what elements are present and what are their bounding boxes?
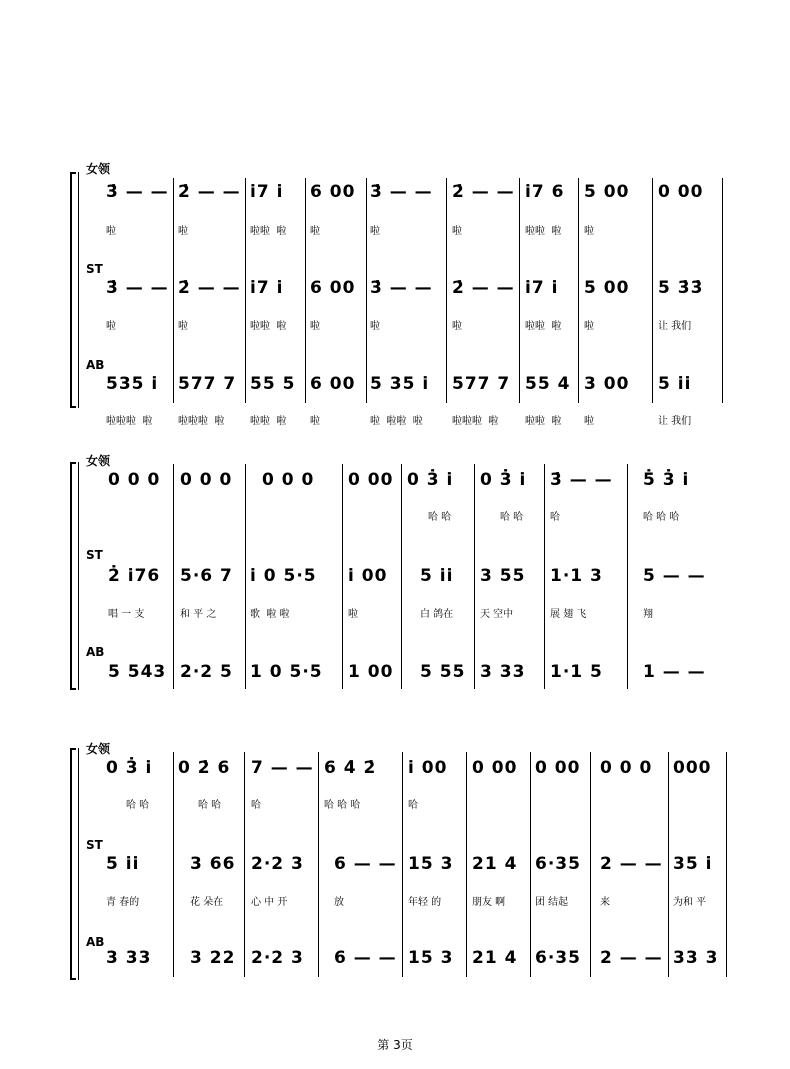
measure-lyrics: 哈 哈 哈 — [324, 800, 361, 811]
measure-lyrics: 啦 — [584, 321, 594, 332]
measure-notes: 5 i̇i̇ — [658, 374, 692, 394]
measure-lyrics: 哈 哈 — [126, 800, 150, 811]
measure-notes: 0 0 0 — [180, 470, 233, 490]
measure-lyrics: 心 中 开 — [251, 897, 288, 908]
barline — [402, 752, 403, 977]
measure-lyrics: 啦 — [584, 226, 594, 237]
measure-lyrics: 啦 — [370, 321, 380, 332]
measure-lyrics: 团 结起 — [535, 897, 569, 908]
part-label-ab: AB — [86, 645, 105, 659]
part-label-ab: AB — [86, 358, 105, 372]
measure-notes: 55 4 — [525, 374, 571, 394]
barline — [578, 178, 579, 403]
measure-notes: 15 3 — [408, 854, 454, 874]
measure-lyrics: 放 — [334, 897, 344, 908]
measure-lyrics: 啦啦啦 啦 — [452, 416, 499, 427]
measure-notes: 5 i̇i̇ — [106, 854, 140, 874]
barline — [722, 178, 723, 403]
measure-lyrics: 为和 平 — [673, 897, 707, 908]
system-line — [78, 748, 79, 980]
barline — [305, 178, 306, 403]
measure-lyrics: 花 朵在 — [190, 897, 224, 908]
measure-notes: 55 5 — [250, 374, 296, 394]
barline — [446, 178, 447, 403]
measure-notes: 5 i̇i̇ — [420, 566, 454, 586]
measure-lyrics: 哈 哈 — [198, 800, 222, 811]
measure-lyrics: 哈 — [408, 800, 418, 811]
barline — [726, 752, 727, 977]
measure-lyrics: 啦啦 啦 — [525, 416, 562, 427]
measure-lyrics: 啦啦 啦 — [250, 416, 287, 427]
barline — [590, 752, 591, 977]
measure-notes: 6 — — — [334, 948, 397, 968]
measure-lyrics: 歌 啦 啦 — [250, 609, 290, 620]
measure-lyrics: 啦 — [370, 226, 380, 237]
barline — [173, 752, 174, 977]
measure-notes: 0 00 — [658, 182, 704, 202]
measure-notes: 5 — — — [643, 566, 706, 586]
measure-lyrics: 啦啦 啦 — [525, 226, 562, 237]
measure-notes: 0 0 0 — [600, 758, 653, 778]
measure-notes: 2̇ — — — [452, 278, 515, 298]
measure-notes: 0 00 — [348, 470, 394, 490]
barline — [544, 464, 545, 689]
measure-lyrics: 翔 — [643, 609, 653, 620]
measure-notes: 5 55 — [420, 662, 466, 682]
measure-notes: 1·1 3 — [550, 566, 603, 586]
measure-lyrics: 青 春的 — [106, 897, 140, 908]
measure-notes: 3̇ — — — [106, 182, 169, 202]
measure-notes: 0 0 0 — [108, 470, 161, 490]
measure-notes: 5 543 — [108, 662, 167, 682]
measure-notes: 2·2 3 — [251, 854, 304, 874]
measure-lyrics: 哈 哈 — [428, 512, 452, 523]
measure-notes: 1 00 — [348, 662, 394, 682]
measure-lyrics: 啦 — [310, 226, 320, 237]
measure-notes: 0 3̇ i̇ — [106, 758, 153, 778]
barline — [342, 464, 343, 689]
measure-lyrics: 啦 — [452, 321, 462, 332]
measure-notes: 0 2̇ 6 — [178, 758, 231, 778]
measure-notes: i̇ 00 — [408, 758, 448, 778]
measure-notes: 6 — — — [334, 854, 397, 874]
part-label-lead: 女领 — [86, 742, 111, 756]
measure-notes: 5 35 i̇ — [370, 374, 430, 394]
measure-notes: 5·6 7 — [180, 566, 233, 586]
measure-lyrics: 啦 — [310, 321, 320, 332]
part-label-ab: AB — [86, 935, 105, 949]
measure-lyrics: 啦啦 啦 — [525, 321, 562, 332]
measure-lyrics: 来 — [600, 897, 610, 908]
measure-lyrics: 啦啦啦 啦 — [178, 416, 225, 427]
measure-notes: i̇7 i̇ — [250, 182, 284, 202]
measure-notes: 3̇ — — — [370, 278, 433, 298]
barline — [668, 752, 669, 977]
system-line — [78, 462, 79, 690]
measure-notes: 0 3̇ i̇ — [407, 470, 454, 490]
measure-notes: 000 — [673, 758, 712, 778]
measure-notes: 577 7 — [178, 374, 237, 394]
measure-lyrics: 啦啦 啦 — [250, 321, 287, 332]
system-brace — [70, 462, 76, 690]
measure-lyrics: 啦 — [178, 226, 188, 237]
measure-lyrics: 啦 — [106, 226, 116, 237]
measure-lyrics: 唱 一 支 — [108, 609, 145, 620]
measure-lyrics: 啦 — [584, 416, 594, 427]
part-label-st: ST — [86, 548, 103, 562]
measure-lyrics: 啦啦 啦 — [250, 226, 287, 237]
measure-lyrics: 啦 啦啦 啦 — [370, 416, 423, 427]
barline — [244, 752, 245, 977]
measure-notes: 2·2 3 — [251, 948, 304, 968]
measure-lyrics: 啦 — [310, 416, 320, 427]
measure-lyrics: 天 空中 — [480, 609, 514, 620]
measure-notes: i̇7 6 — [525, 182, 565, 202]
system-brace — [70, 748, 76, 980]
measure-notes: 3 33 — [106, 948, 152, 968]
measure-lyrics: 年轻 的 — [408, 897, 442, 908]
measure-notes: 35 i̇ — [673, 854, 713, 874]
barline — [318, 752, 319, 977]
measure-notes: 2·2 5 — [180, 662, 233, 682]
measure-lyrics: 让 我们 — [658, 416, 692, 427]
measure-lyrics: 哈 — [251, 800, 261, 811]
part-label-lead: 女领 — [86, 454, 111, 468]
part-label-st: ST — [86, 838, 103, 852]
measure-notes: 6 00 — [310, 182, 356, 202]
measure-notes: 3 22 — [190, 948, 236, 968]
measure-notes: 0 00 — [472, 758, 518, 778]
measure-notes: 7 — — — [251, 758, 314, 778]
measure-notes: 2̇ — — — [178, 182, 241, 202]
measure-notes: 0 3̇ i̇ — [480, 470, 527, 490]
measure-lyrics: 啦 — [106, 321, 116, 332]
measure-notes: 6 00 — [310, 374, 356, 394]
measure-lyrics: 啦啦啦 啦 — [106, 416, 153, 427]
barline — [466, 752, 467, 977]
measure-notes: 3 33 — [480, 662, 526, 682]
measure-lyrics: 哈 哈 哈 — [643, 512, 680, 523]
measure-lyrics: 白 鸽在 — [420, 609, 454, 620]
measure-notes: i̇7 i̇ — [525, 278, 559, 298]
measure-notes: 21 4 — [472, 948, 518, 968]
measure-notes: 1 0 5·5 — [250, 662, 323, 682]
measure-lyrics: 展 翅 飞 — [550, 609, 587, 620]
measure-notes: 2̇ — — — [452, 182, 515, 202]
measure-lyrics: 啦 — [348, 609, 358, 620]
measure-notes: 15 3 — [408, 948, 454, 968]
barline — [474, 464, 475, 689]
page-number: 第 3页 — [377, 1038, 413, 1052]
measure-notes: 5 00 — [584, 278, 630, 298]
measure-lyrics: 哈 哈 — [500, 512, 524, 523]
measure-notes: 3 00 — [584, 374, 630, 394]
measure-notes: 6 00 — [310, 278, 356, 298]
barline — [401, 464, 402, 689]
measure-lyrics: 朋友 啊 — [472, 897, 506, 908]
measure-lyrics: 啦 — [178, 321, 188, 332]
measure-notes: 0 0 0 — [262, 470, 315, 490]
measure-notes: i̇ 00 — [348, 566, 388, 586]
measure-notes: 6 4̇ 2̇ — [324, 758, 377, 778]
barline — [627, 464, 628, 689]
measure-lyrics: 和 平 之 — [180, 609, 217, 620]
barline — [652, 178, 653, 403]
part-label-st: ST — [86, 262, 103, 276]
barline — [519, 178, 520, 403]
measure-notes: 3̇ — — — [106, 278, 169, 298]
measure-notes: 3 55 — [480, 566, 526, 586]
score-system-3 — [70, 738, 730, 988]
measure-notes: i̇7 i̇ — [250, 278, 284, 298]
measure-notes: 2̇ — — — [178, 278, 241, 298]
measure-notes: 1·1 5 — [550, 662, 603, 682]
measure-lyrics: 哈 — [550, 512, 560, 523]
measure-notes: 3̇ — — — [550, 470, 613, 490]
barline — [173, 464, 174, 689]
measure-notes: 3̇ — — — [370, 182, 433, 202]
measure-notes: 6·35 — [535, 948, 581, 968]
measure-notes: 2 — — — [600, 948, 663, 968]
barline — [173, 178, 174, 403]
score-system-1 — [70, 160, 730, 427]
measure-notes: 5 00 — [584, 182, 630, 202]
system-brace — [70, 172, 76, 408]
measure-notes: 5 3̇3̇ — [658, 278, 704, 298]
part-label-lead: 女领 — [86, 162, 111, 176]
measure-notes: 2 — — — [600, 854, 663, 874]
measure-notes: 21 4 — [472, 854, 518, 874]
measure-notes: 3 66 — [190, 854, 236, 874]
barline — [245, 178, 246, 403]
barline — [530, 752, 531, 977]
measure-notes: 33 3 — [673, 948, 719, 968]
measure-notes: 577 7 — [452, 374, 511, 394]
measure-notes: i̇ 0 5·5 — [250, 566, 317, 586]
measure-notes: 1 — — — [643, 662, 706, 682]
measure-notes: 0 00 — [535, 758, 581, 778]
score-system-2 — [70, 450, 730, 695]
barline — [366, 178, 367, 403]
barline — [245, 464, 246, 689]
measure-notes: 5̇ 3̇ i̇ — [643, 470, 690, 490]
measure-notes: 535 i̇ — [106, 374, 159, 394]
measure-notes: 6·35 — [535, 854, 581, 874]
measure-notes: 2̇ i̇76 — [108, 566, 161, 586]
system-line — [78, 172, 79, 408]
measure-lyrics: 啦 — [452, 226, 462, 237]
measure-lyrics: 让 我们 — [658, 321, 692, 332]
